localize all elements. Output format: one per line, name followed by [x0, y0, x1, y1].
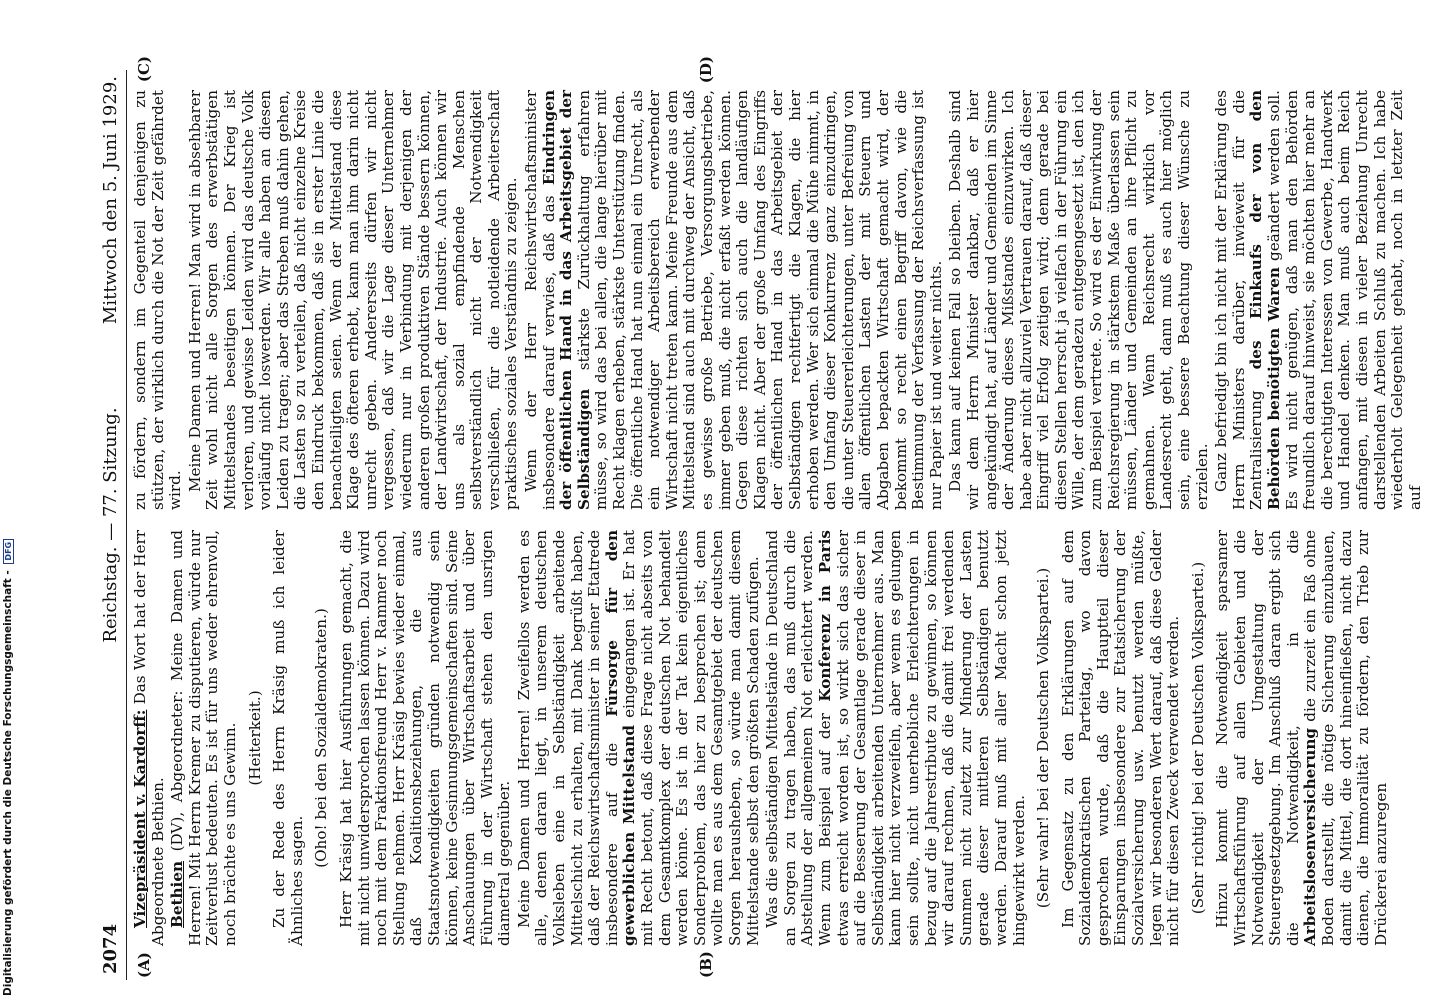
right-column — [131, 89, 1424, 510]
interjection: (Sehr richtig! bei der Deutschen Volkspartei.) — [1188, 561, 1207, 915]
paragraph: Meine Damen und Herren! Man wird in absehbarer Zeit wohl nicht alle Sorgen des erwerbstätigen Mittelstandes beseitigen können. Der Krieg ist verloren, und gewisse Leiden wird das deutsche Volk vorläufig nicht loswerden. Wir alle haben an diesen Leiden zu tragen; aber das Streben muß dahin gehen, die Lasten so zu verteilen, daß nicht einzelne Kreise den Eindruck bekommen, daß sie in erster Linie die benachteiligten seien. Wenn der Mittelstand diese Klage des öfteren erhebt, kann man ihm darin nicht unrecht geben. Andererseits dürfen wir nicht vergessen, daß wir die Lage dieser Unternehmer wiederum nur in Verbindung mit derjenigen der anderen großen produktiven Stände bessern können, der Landwirtschaft, der Industrie. Auch können wir uns als sozial empfindende Menschen selbstverständlich nicht der Notwendigkeit verschließen, für die notleidende Arbeiterschaft praktisches soziales Verständnis zu zeigen. — [185, 90, 521, 510]
page-number: 2074 — [100, 923, 121, 974]
paragraph: Im Gegensatz zu den Erklärungen auf dem Sozialdemokratischen Parteitag, wo davon gesprochen wurde, daß die Hauptteil dieser Einsparungen insbesondere zur Etatsicherung der Sozialversicherung usw. benutzt werden müßte, legen wir besonderen Wert darauf, daß diese Gelder nicht für diesen Zweck verwendet werden. — [1058, 530, 1183, 946]
document-page — [100, 56, 1424, 980]
dfg-logo: DFG — [3, 539, 14, 564]
paragraph: Das kann auf keinen Fall so bleiben. Deshalb sind wir dem Herrn Minister dankbar, daß er hier angekündigt hat, auf Länder und Gemeinden im Sinne der Änderung dieses Mißstandes einzuwirken. Ich habe aber nicht allzuviel Vertrauen darauf, daß dieser Eingriff viel Erfolg zeitigen wird; denn gerade bei diesen Stellen herrscht ja vielfach in der Führung ein Wille, der dem geradezu entgegengesetzt ist, den ich zum Beispiel vertrete. So wird es der Einwirkung der Reichsregierung in stärkstem Maße überlassen sein müssen, Länder und Gemeinden an ihre Pflicht zu gemahnen. Wenn Reichsrecht wirklich vor Landesrecht geht, dann muß es auch hier möglich sein, eine bessere Beachtung dieser Wünsche zu erzielen. — [946, 90, 1211, 510]
session-title: Reichstag. — 77. Sitzung. — [100, 407, 121, 643]
interjection: (Oho! bei den Sozialdemokraten.) — [312, 608, 331, 868]
paragraph: Ganz befriedigt bin ich nicht mit der Erklärung des Herrn Ministers darüber, inwieweit für die Zentralisierung des Einkaufs der von den Behörden benötigten Waren geändert werden soll. Es wird nicht genügen, daß man den Behörden freundlich darauf hinweist, sie möchten hier mehr an die berechtigten Interessen von Gewerbe, Handwerk und Handel denken. Man muß auch beim Reich anfangen, mit diesen in vieler Beziehung Unrecht darstellenden Arbeiten Schluß zu machen. Ich habe wiederholt Gelegenheit gehabt, noch in letzter Zeit auf — [1212, 89, 1424, 510]
interjection: (Heiterkeit.) — [245, 690, 264, 786]
paragraph: Meine Damen und Herren! Zweifellos werden es alle, denen daran liegt, in unserem deutschen Volksleben eine in Selbständigkeit arbeitende Mittelschicht zu erhalten, mit Dank begrüßt haben, daß der Reichswirtschaftsminister in seiner Etatrede insbesondere auf die Fürsorge für den gewerblichen Mittelstand eingegangen ist. Er hat mit Recht betont, daß diese Frage nicht abseits von dem Gesamtkomplex der deutschen Not behandelt werden könne. Es ist in der Tat kein eigentliches Sonderproblem, das hier zu besprechen ist; denn wollte man es aus dem Gesamtgebiet der deutschen Sorgen herausheben, so würde man damit diesem Mittelstande selbst den größten Schaden zufügen. — [514, 529, 762, 946]
margin-marker-a: (A) — [135, 952, 153, 978]
paragraph: Wenn der Herr Reichswirtschaftsminister insbesondere darauf verwies, daß das Eindringen der öffentlichen Hand in das Arbeitsgebiet der Selbständigen stärkste Zurückhaltung erfahren müsse, so wird das bei allen, die lange hierüber mit Recht klagen erheben, stärkste Unterstützung finden. Die öffentliche Hand hat nun einmal ein Unrecht, als ein notwendiger Arbeitsbereich erwerbender Wirtschaft nicht treten kann. Meine Freunde aus dem Mittelstand sind auch mit durchweg der Ansicht, daß es gewisse große Betriebe, Versorgungsbetriebe, immer geben muß, die nicht erfaßt werden können. Gegen diese richten sich auch die landläufigen Klagen nicht. Aber der große Umfang des Eingriffs der öffentlichen Hand in das Arbeitsgebiet der Selbständigen rechtfertigt die Klagen, die hier erhoben werden. Wer sich einmal die Mühe nimmt, in den Umfang dieser Konkurrenz ganz einzudringen, die unter Steuererleichterungen, unter Befreiung von allen öffentlichen Lasten der mit Steuern und Abgaben bepackten Wirtschaft gemacht wird, der bekommt so recht einen Begriff davon, wie die Bestimmung der Verfassung der Reichsverfassung ist nur Papier ist und weiter nichts. — [522, 90, 945, 510]
page-header — [100, 70, 127, 980]
margin-marker-b: (B) — [697, 951, 715, 978]
paragraph: Vizepräsident v. Kardorff: Das Wort hat der Herr Abgeordnete Bethien. — [131, 529, 167, 946]
speaker-name: Vizepräsident v. Kardorff: — [131, 709, 149, 928]
interjection: (Sehr wahr! bei der Deutschen Volkspartei.) — [1034, 567, 1053, 909]
speaker-name: Bethien — [168, 860, 187, 928]
paragraph: Herr Kräsig hat hier Ausführungen gemacht, die mit nicht unwidersprochen lassen können. Dazu wird noch mit dem Fraktionsfreund Herr v. Rammer noch Stellung nehmen. Herr Kräsig bewies wieder einmal, daß Koalitionsbeziehungen, die aus Staatsnotwendigkeiten gründen notwendig sein können, keine Gesinnungsgemeinschaften sind. Seine Anschauungen über Wirtschaftsarbeit und über Führung in der Wirtschaft stehen den unsrigen diametral gegenüber. — [336, 530, 514, 946]
paragraph: Was die selbständigen Mittelstände in Deutschland an Sorgen zu tragen haben, das muß durch die Abstellung der allgemeinen Not erleichtert werden. Wenn zum Beispiel auf der Konferenz in Paris etwas erreicht worden ist, so wirkt sich das sicher auf die Besserung der Gesamtlage gerade dieser in Selbständigkeit arbeitenden Unternehmer aus. Man kann hier nicht verzweifeln, aber wenn es gelungen sein sollte, nicht unerhebliche Erleichterungen in bezug auf die Jahrestribute zu gewinnen, so können wir darauf rechnen, daß die damit frei werdenden Summen nicht zuletzt zur Minderung der Lasten gerade dieser mittleren Selbständigen benutzt werden. Darauf muß mit aller Macht schon jetzt hingewirkt werden. — [763, 530, 1028, 946]
margin-marker-d: (D) — [697, 56, 715, 84]
paragraph: Bethien (DV), Abgeordneter: Meine Damen und Herren! Mit Herrn Kremer zu disputieren, würde nur Zeitverlust bedeuten. Es ist für uns weder ehrenvoll, noch brächte es uns Gewinn. — [168, 530, 239, 946]
paragraph: Zu der Rede des Herrn Kräsig muß ich leider Ähnliches sagen. — [270, 530, 306, 946]
paragraph: zu fördern, sondern im Gegenteil denjenigen zu stützen, der wirklich durch die Not der Zeit gefährdet wird. — [131, 90, 185, 510]
paragraph: Hinzu kommt die Notwendigkeit sparsamer Wirtschaftsführung auf allen Gebieten und die Notwendigkeit der Umgestaltung der Steuergesetzgebung. Im Anschluß daran ergibt sich die Notwendigkeit, in die Arbeitslosenversicherung die zurzeit ein Faß ohne Boden darstellt, die nötige Sicherung einzubauen, damit die Mittel, die dort hineinfließen, nicht dazu dienen, die Immoralität zu fördern, den Trieb zur Drückerei anzuregen — [1213, 530, 1390, 946]
left-column — [131, 529, 1390, 946]
margin-marker-c: (C) — [135, 56, 153, 83]
digitization-note: Digitalisierung gefördert durch die Deutsche Forschungsgemeinschaft - DFG — [2, 539, 14, 996]
session-date: Mittwoch den 5. Juni 1929. — [100, 76, 121, 325]
